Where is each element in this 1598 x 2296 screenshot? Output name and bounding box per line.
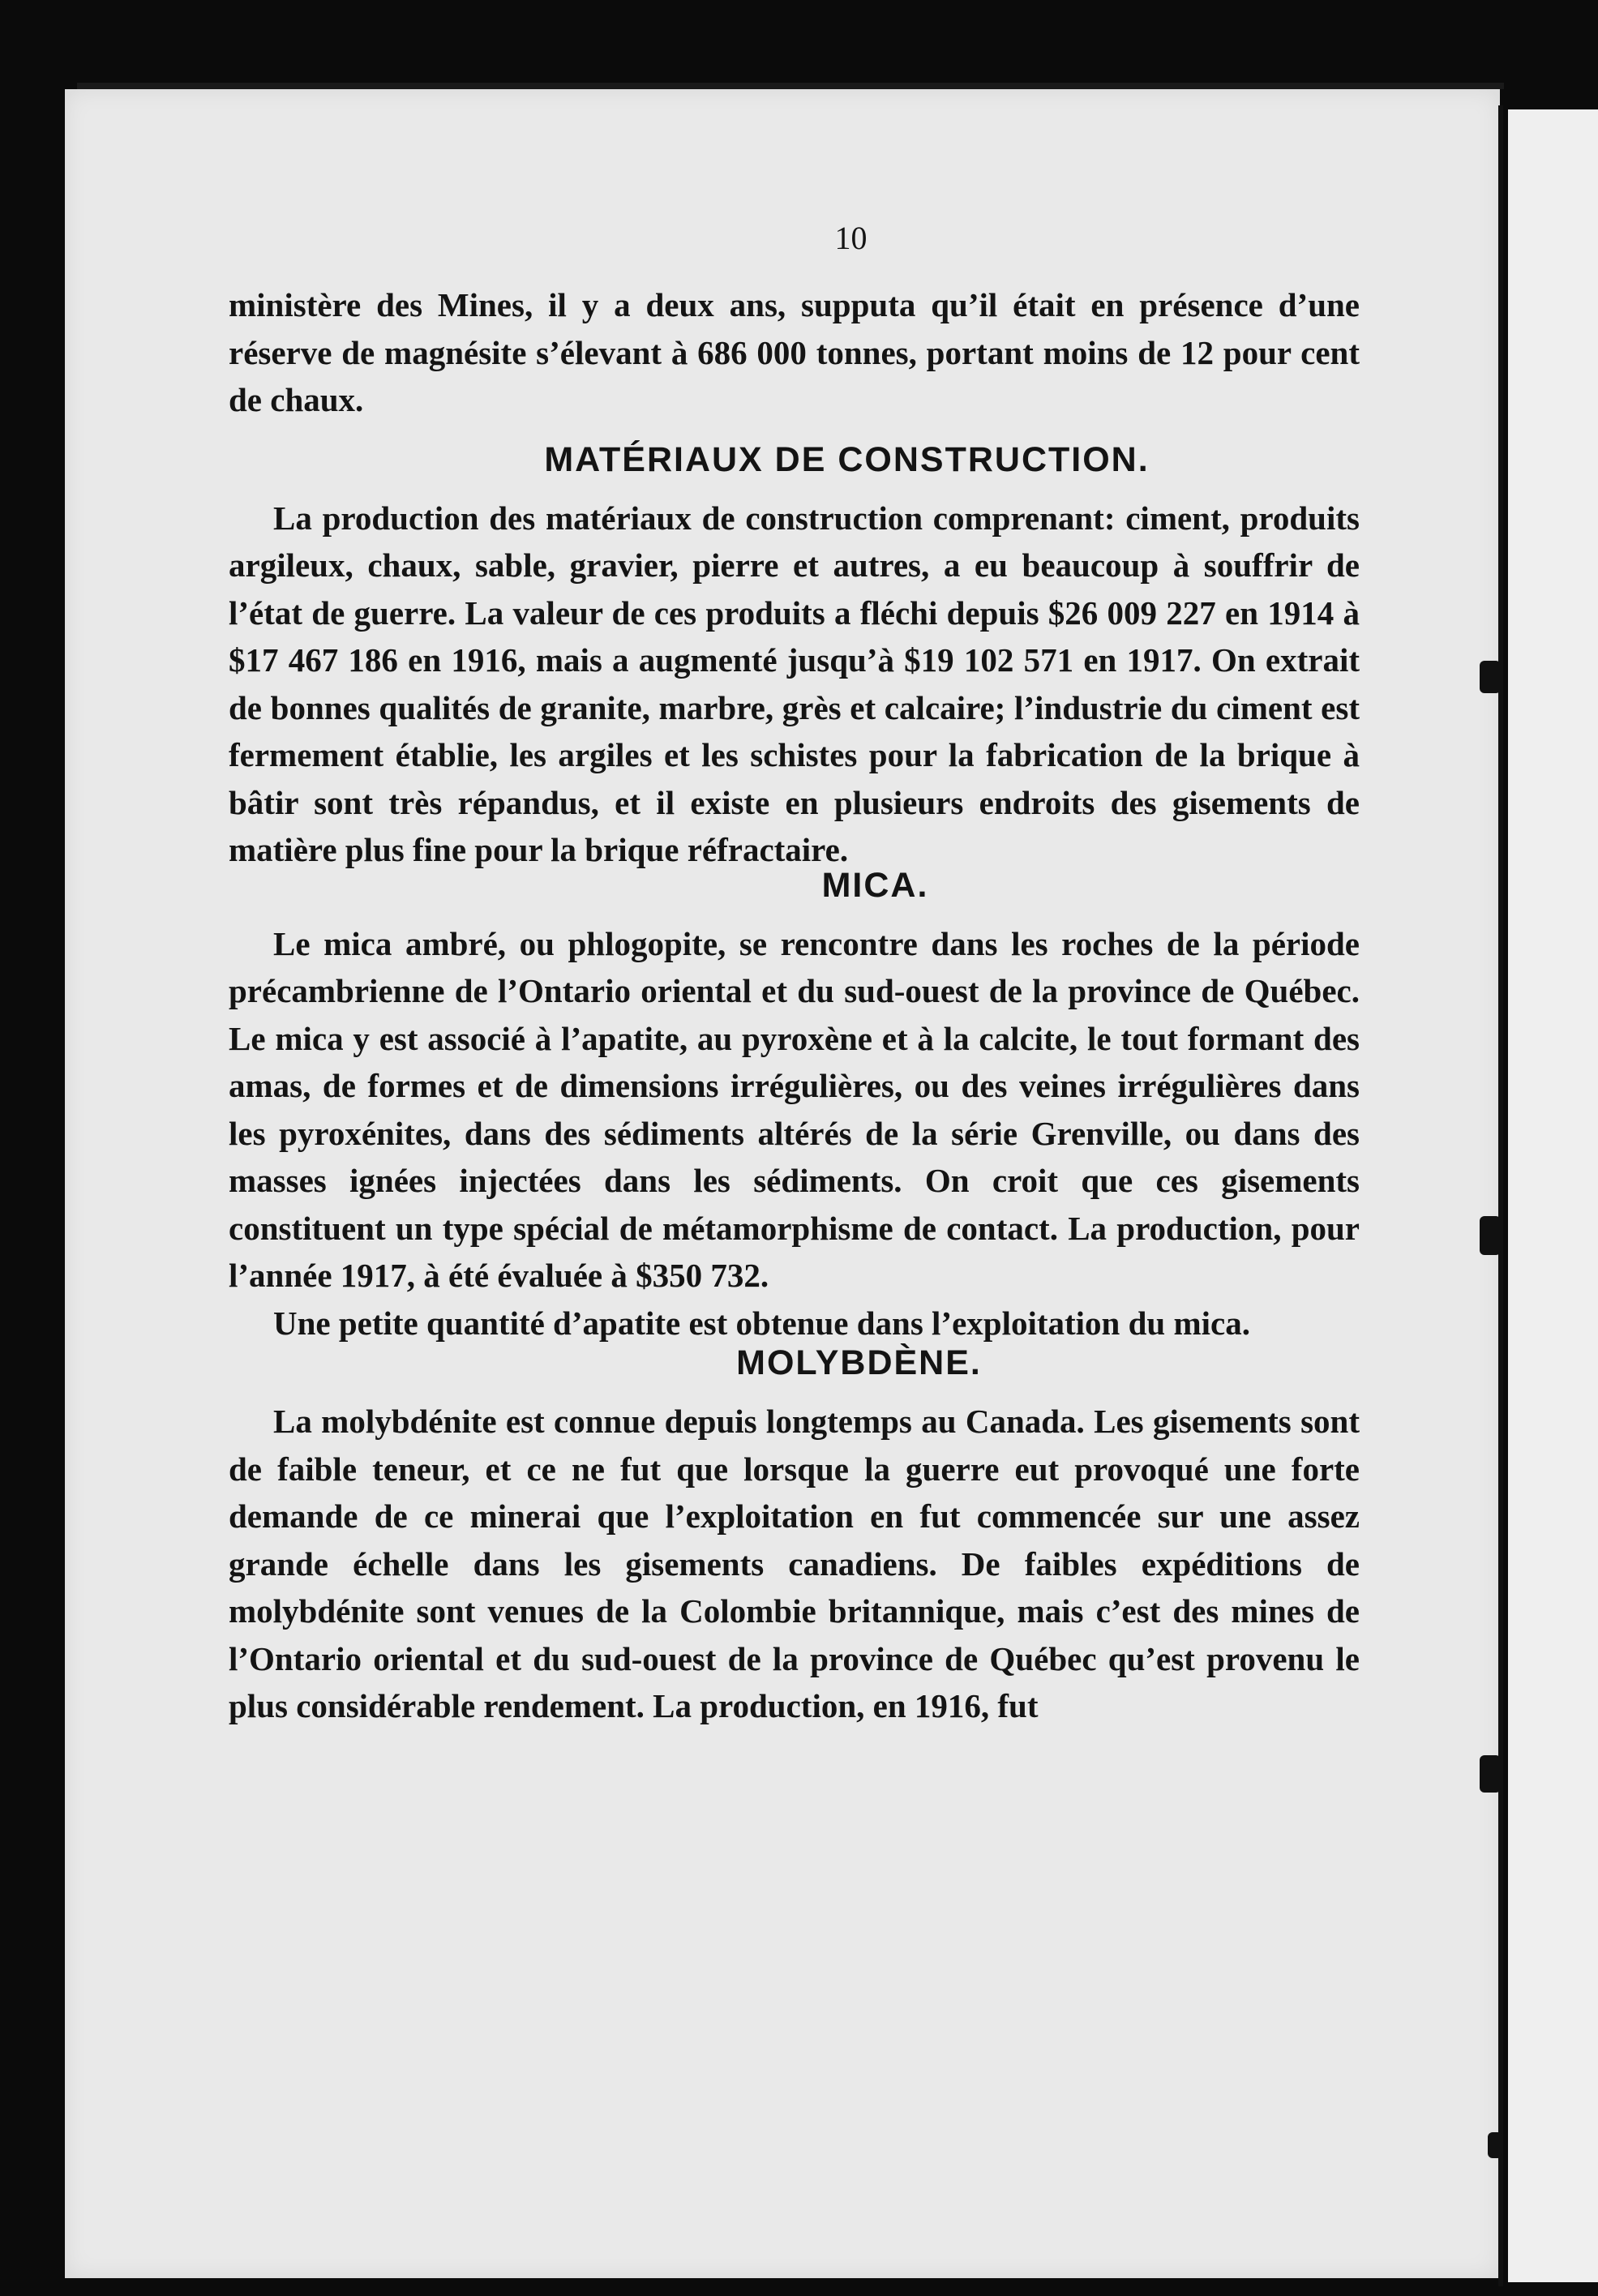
binding-mark xyxy=(1480,1755,1501,1793)
adjacent-page-strip xyxy=(1508,109,1598,2282)
binding-mark xyxy=(1488,2132,1502,2158)
paragraph-materiaux: La production des matériaux de construction comprenant: ciment, produits argileux, chaux, sable, gravier, pierre et autres, a eu beaucoup à souffrir de l’état de guerre. La valeur de ces produits a fléchi depuis $26 009 227 en 1914 à $17 467 186 en 1916, mais a augmenté jusqu’à $19 102 571 en 1917. On extrait de bonnes qualités de granite, marbre, grès et calcaire; l’industrie du ciment est fermement établie, les argiles et les schistes pour la fabrication de la brique à bâtir sont très répandus, et il existe en plusieurs endroits des gisements de matière plus fine pour la brique réfractaire. xyxy=(229,499,1360,868)
right-border-line xyxy=(1498,105,1503,2286)
top-rule xyxy=(77,83,1504,89)
page-number: 10 xyxy=(834,220,868,256)
binding-mark xyxy=(1480,661,1501,693)
paragraph-molybdene: La molybdénite est connue depuis longtemps au Canada. Les gisements sont de faible teneur, et ce ne fut que lorsque la guerre eut provoqué une forte demande de ce minerai que l’exploitation en fut commencée sur une assez grande échelle dans les gisements canadiens. De faibles expéditions de molybdénite sont venues de la Colombie britannique, mais c’est des mines de l’Ontario oriental et du sud-ouest de la province de Québec qu’est provenu le plus considérable rendement. La production, en 1916, fut xyxy=(229,1403,1360,1724)
heading-materiaux: MATÉRIAUX DE CONSTRUCTION. xyxy=(544,439,1150,479)
heading-molybdene: MOLYBDÈNE. xyxy=(736,1343,982,1382)
heading-mica: MICA. xyxy=(821,865,929,905)
paragraph-intro: ministère des Mines, il y a deux ans, supputa qu’il était en présence d’une réserve de magnésite s’élevant à 686 000 tonnes, portant moins de 12 pour cent de chaux. xyxy=(229,286,1360,418)
page-text xyxy=(229,219,1360,1730)
paragraph-mica-2: Une petite quantité d’apatite est obtenue dans l’exploitation du mica. xyxy=(273,1304,1250,1342)
paragraph-mica-1: Le mica ambré, ou phlogopite, se rencontre dans les roches de la période précambrienne de l’Ontario oriental et du sud-ouest de la province de Québec. Le mica y est associé à l’apatite, au pyroxène et à la calcite, le tout formant des amas, de formes et de dimensions irrégulières, ou des veines irrégulières dans les pyroxénites, dans des sédiments altérés de la série Grenville, ou dans des masses ignées injectées dans les sédiments. On croit que ces gisements constituent un type spécial de métamorphisme de contact. La production, pour l’année 1917, à été évaluée à $350 732. xyxy=(229,924,1360,1294)
binding-mark xyxy=(1480,1216,1501,1255)
